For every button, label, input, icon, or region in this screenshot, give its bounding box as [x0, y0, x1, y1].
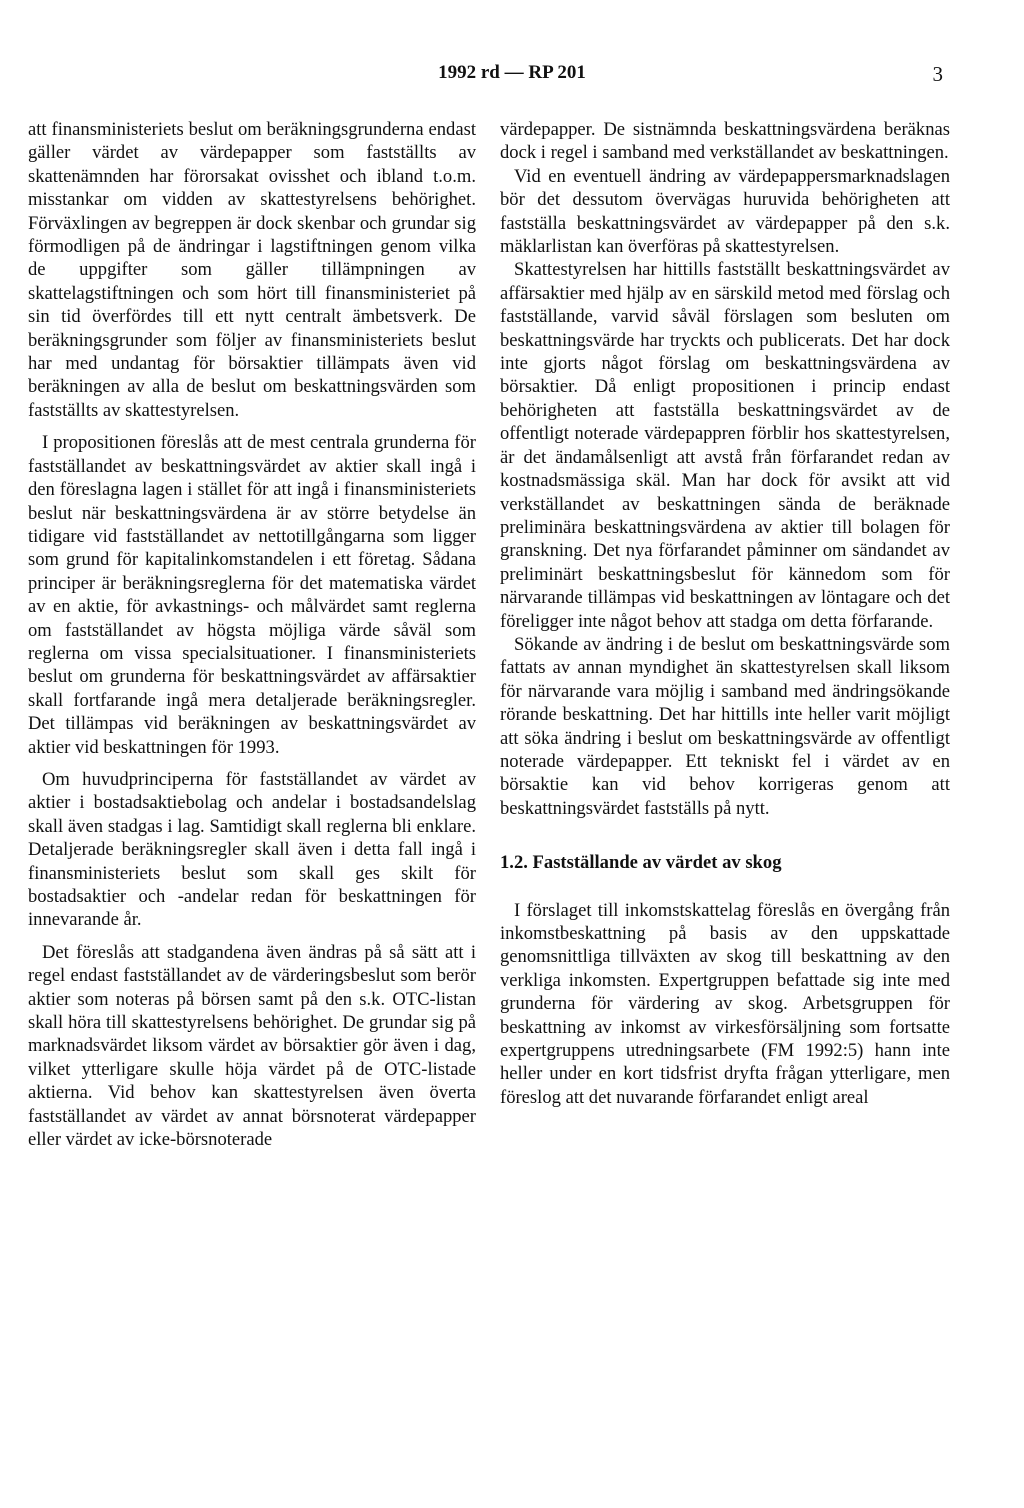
paragraph: Vid en eventuell ändring av värdepappersmarknadslagen bör det dessutom övervägas huruvida behörigheten att fastställa beskattningsvärdet av värdepapper på den s.k. mäklarlistan kan överföras på skattestyrelsen. — [500, 165, 950, 258]
paragraph: att finansministeriets beslut om beräkningsgrunderna endast gäller värdet av värdepapper som fastställts av skattenämnden har förorsakat ovisshet och ibland t.o.m. misstankar om vidden av skattestyrelsens behörighet. Förväxlingen av begreppen är dock skenbar och grundar sig förmodligen på de ändringar i lagstiftningen genom vilka de uppgifter som gäller tillämpningen av skattelagstiftningen och som hört till finansministeriet på sin tid överfördes till ett nytt centralt ämbetsverk. De beräkningsgrunder som följer av finansministeriets beslut har med undantag för börsaktier tillämpats även vid beräkningen av alla de beslut om beskattningsvärden som fastställts av skattestyrelsen. — [28, 119, 476, 421]
paragraph: Det föreslås att stadgandena även ändras på så sätt att i regel endast fastställandet av de värderingsbeslut som berör aktier som noteras på börsen samt på den s.k. OTC-listan skall höra till skattestyrelsens behörighet. De grundar sig på marknadsvärdet liksom värdet av börsaktier gör även i dag, vilket ytterligare skulle höja värdet på de OTC-listade aktierna. Vid behov kan skattestyrelsen även överta fastställandet av värdet av annat börsnoterat värdepapper eller värdet av icke-börsnoterade — [28, 941, 476, 1151]
section-heading: 1.2. Fastställande av värdet av skog — [500, 852, 782, 874]
right-column — [500, 118, 950, 1109]
paragraph: I propositionen föreslås att de mest centrala grunderna för fastställandet av beskattningsvärdet av aktier skall ingå i den föreslagna lagen i stället för att ingå i finansministeriets beslut när beskattningsvärdena är av större betydelse än tidigare vid fastställandet av nettotillgångarna som ligger som grund för kapitalinkomstandelen i ett företag. Sådana principer är beräkningsreglerna för det matematiska värdet av en aktie, för avkastnings- och målvärdet samt reglerna om fastställandet av högsta möjliga värde såväl som reglerna om vissa specialsituationer. I finansministeriets beslut om grunderna för beskattningsvärdet av affärsaktier skall fortfarande ingå mera detaljerade beräkningsregler. Det tillämpas vid beräkningen av beskattningsvärdet av aktier vid beskattningen för 1993. — [28, 432, 476, 758]
paragraph: Skattestyrelsen har hittills fastställt beskattningsvärdet av affärsaktier med hjälp av en särskild metod med förslag och fastställande, varvid såväl förslagen som besluten om beskattningsvärde har tryckts och publicerats. Det har dock inte gjorts något förslag om beskattningsvärdena av börsaktier. Då enligt propositionen i princip endast behörigheten att fastställa beskattningsvärdet av de offentligt noterade värdepappren förblir hos skattestyrelsen, är det ändamålsenligt att avstå från förfarandet redan av kostnadsmässiga skäl. Man har dock för avsikt att vid verkställandet av beskattningen sända de beräknade preliminära beskattningsvärdena av aktier till bolagen för granskning. Det nya förfarandet påminner om sändandet av preliminärt beskattningsbeslut för kännedom som för närvarande tillämpas vid beskattningen av löntagare och det föreligger inte något behov att stadga om detta förfarande. — [500, 259, 950, 632]
running-title: 1992 rd — RP 201 — [438, 62, 586, 83]
left-column — [28, 118, 476, 1151]
page-header — [0, 62, 1024, 92]
paragraph: Sökande av ändring i de beslut om beskattningsvärde som fattats av annan myndighet än skattestyrelsen skall liksom för närvarande vara möjlig i samband med ändringsökande rörande beskattning. Det har hittills inte heller varit möjligt att söka ändring i beslut om beskattningsvärde av offentligt noterade värdepapper. Ett tekniskt fel i värdet av en börsaktie kan vid behov korrigeras genom att beskattningsvärdet fastställs på nytt. — [500, 633, 950, 819]
paragraph: I förslaget till inkomstskattelag föreslås en övergång från inkomstbeskattning på basis av den uppskattade genomsnittliga tillväxten av skog till beskattning av den verkliga inkomsten. Expertgruppen befattade sig inte med grunderna för värdering av skog. Arbetsgruppen för beskattning av inkomst av virkesförsäljning som fortsatte expertgruppens utredningsarbete (FM 1992:5) hann inte heller under en kort tidsfrist dryfta frågan ytterligare, men föreslog att det nuvarande förfarandet enligt areal — [500, 899, 950, 1108]
paragraph: Om huvudprinciperna för fastställandet av värdet av aktier i bostadsaktiebolag och andelar i bostadsandelslag skall även stadgas i lag. Samtidigt skall reglerna bli enklare. Detaljerade beräkningsregler skall även i detta fall ingå i finansministeriets beslut som skall ges skilt för bostadsaktier och -andelar redan för beskattningen för innevarande år. — [28, 768, 476, 931]
page-number: 3 — [932, 62, 943, 86]
paragraph: värdepapper. De sistnämnda beskattningsvärdena beräknas dock i regel i samband med verkställandet av beskattningen. — [500, 119, 950, 164]
